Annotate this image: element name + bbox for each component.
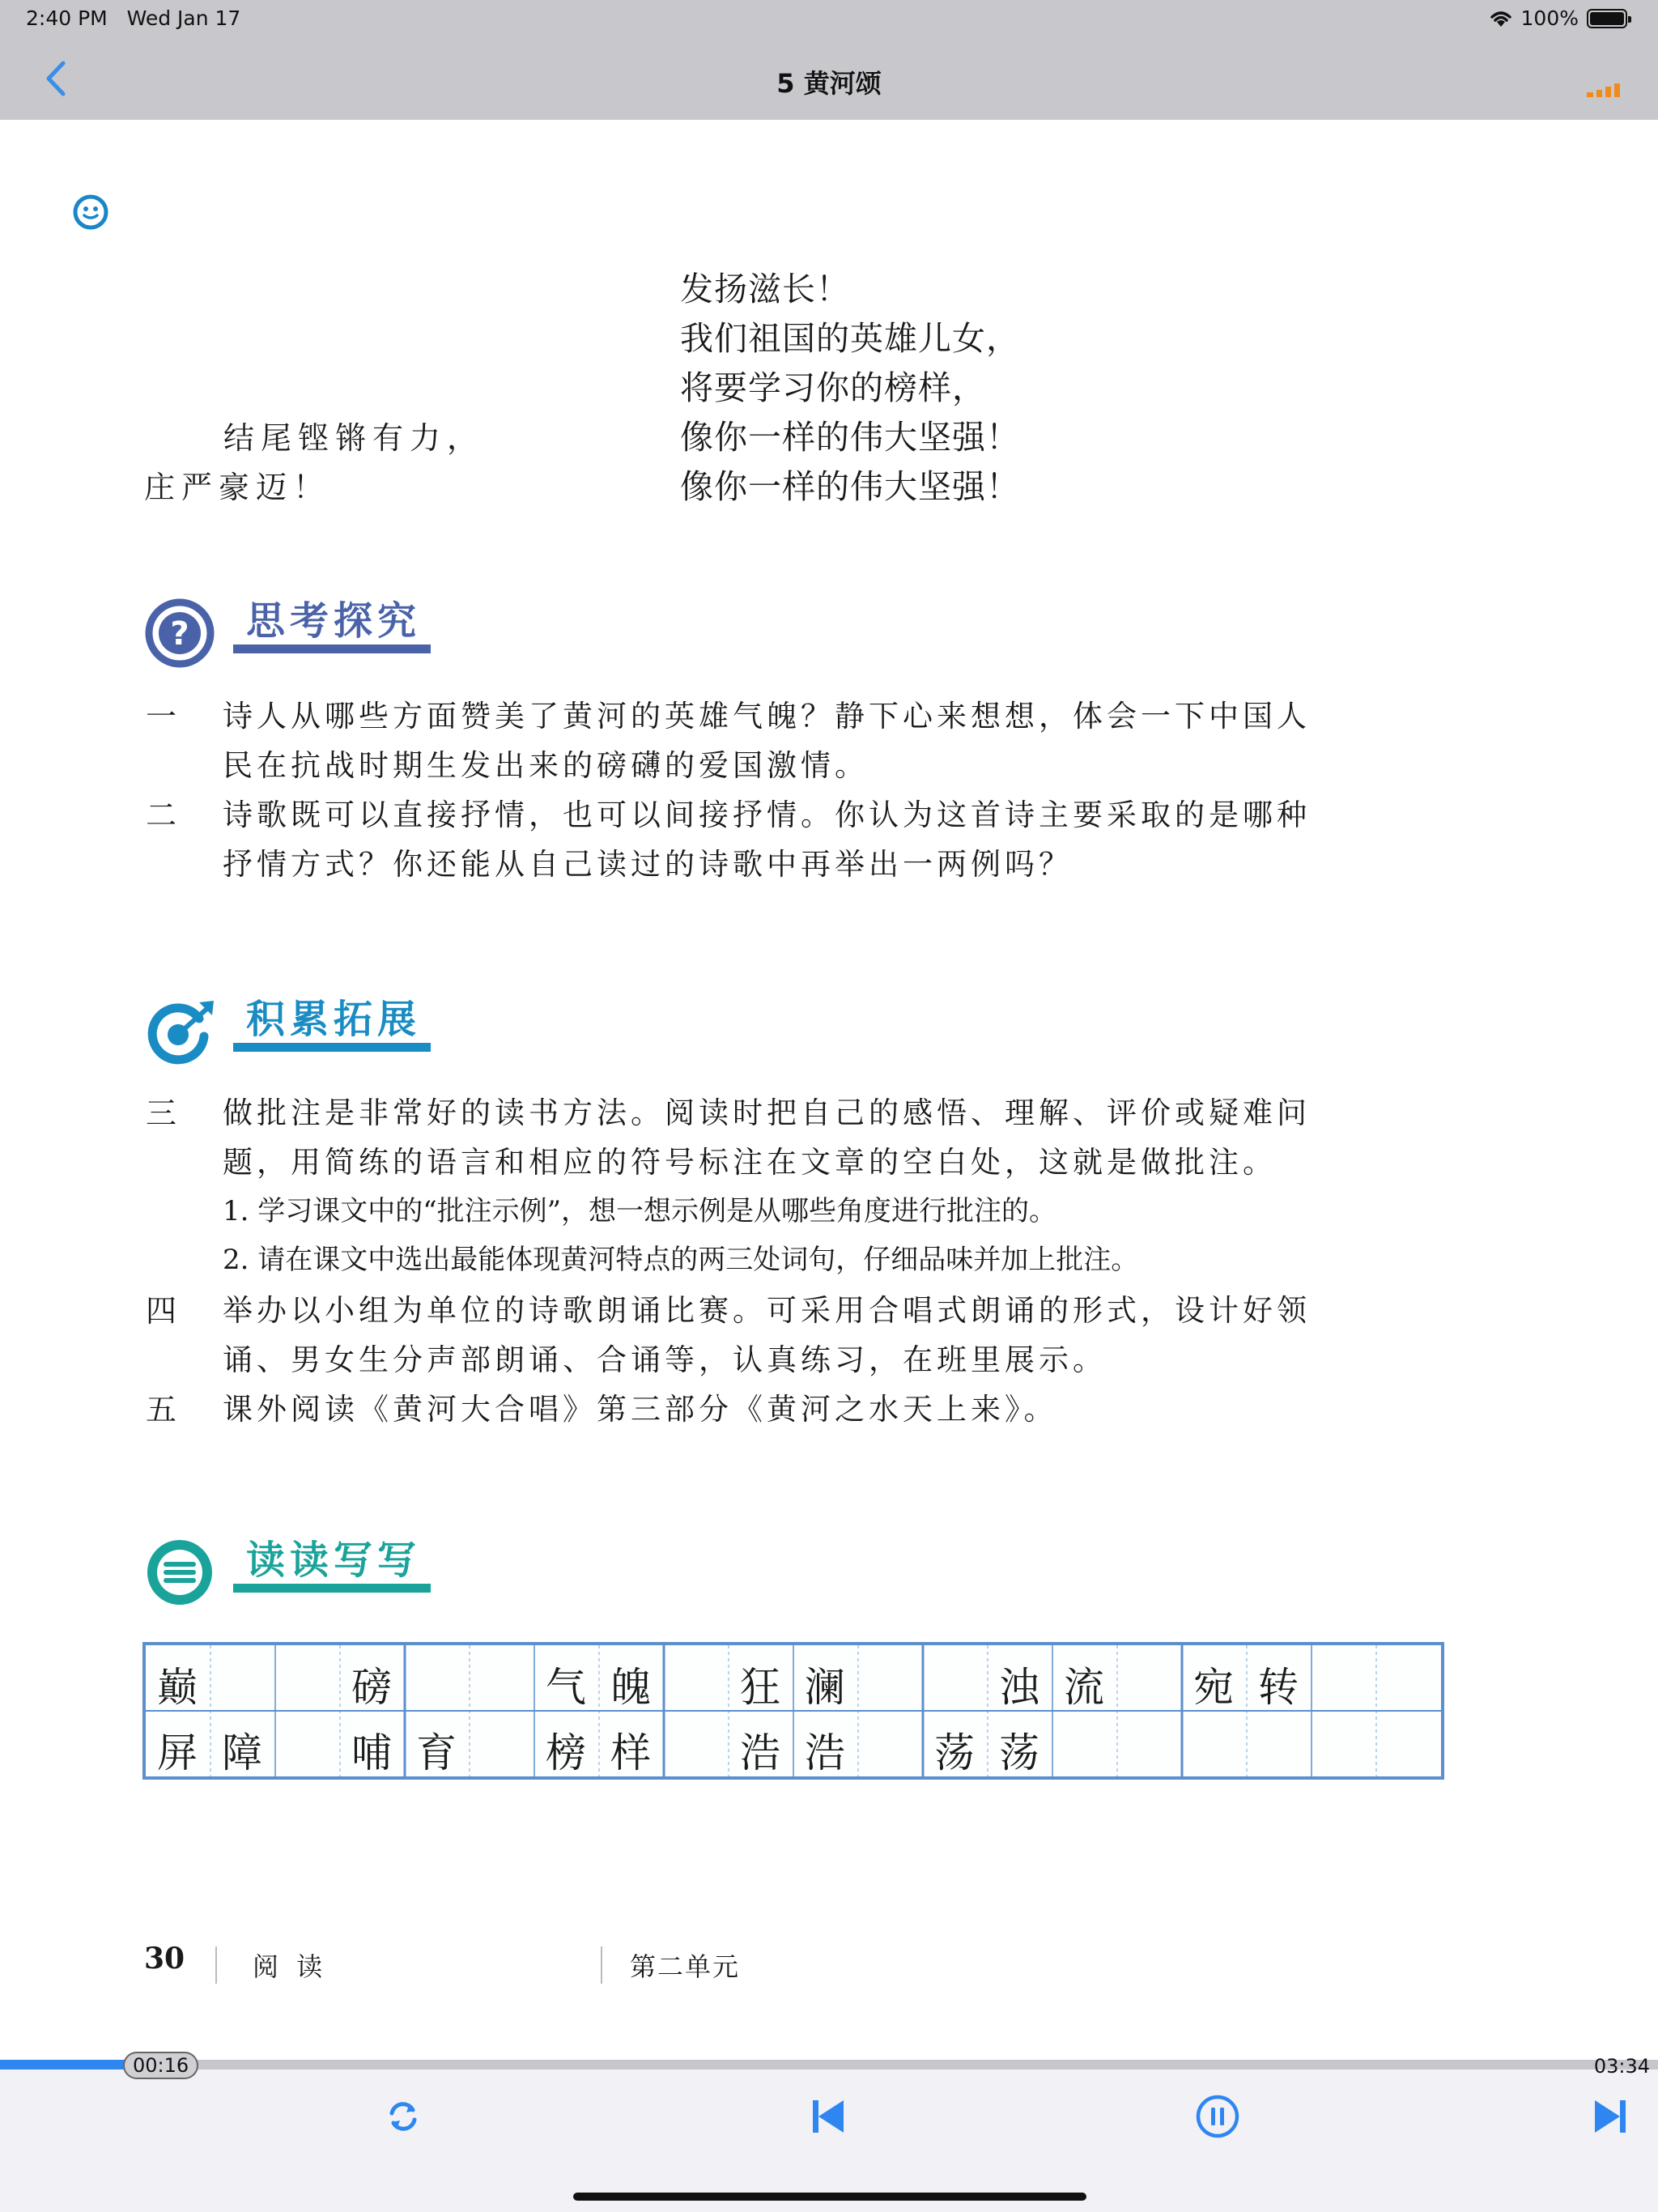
question-text: 抒情方式？你还能从自己读过的诗歌中再举出一两例吗？ [223, 847, 1073, 882]
status-date: Wed Jan 17 [126, 6, 241, 30]
vocab-character: 转 [1258, 1664, 1299, 1711]
question-mark-icon [142, 596, 217, 670]
footer-divider [215, 1946, 217, 1984]
vocab-character: 样 [610, 1729, 651, 1776]
section-underline [233, 1584, 431, 1593]
vocabulary-grid [142, 1642, 1444, 1780]
grid-lines [146, 1645, 1441, 1776]
question-text: 课外阅读《黄河大合唱》第三部分《黄河之水天上来》。 [223, 1392, 1058, 1427]
pause-icon[interactable] [1195, 2094, 1240, 2139]
question-text: 诗人从哪些方面赞美了黄河的英雄气魄？静下心来想想，体会一下中国人 [223, 699, 1311, 734]
signal-bars-icon[interactable] [1587, 81, 1626, 99]
vocab-character: 气 [546, 1664, 586, 1711]
repeat-icon[interactable] [380, 2094, 426, 2139]
top-bar [0, 0, 1658, 120]
page-title: 5 黄河颂 [776, 68, 882, 99]
poem-line: 像你一样的伟大坚强！ [680, 467, 1020, 506]
question-number: 二 [146, 798, 177, 833]
vocab-character: 障 [222, 1729, 262, 1776]
audio-player [0, 2054, 1658, 2212]
section-read-write-header [142, 1529, 483, 1626]
vocab-character: 澜 [805, 1664, 845, 1711]
question-text: 做批注是非常好的读书方法。阅读时把自己的感悟、理解、评价或疑难问 [223, 1095, 1311, 1130]
section-extend-header [142, 988, 483, 1085]
question-number: 五 [146, 1392, 177, 1427]
sub-item: 2. 请在课文中选出最能体现黄河特点的两三处词句，仔细品味并加上批注。 [223, 1244, 1139, 1276]
list-lines-icon [142, 1535, 217, 1610]
vocab-character: 流 [1064, 1664, 1104, 1711]
question-text: 举办以小组为单位的诗歌朗诵比赛。可采用合唱式朗诵的形式，设计好领 [223, 1293, 1311, 1328]
page-number: 30 [144, 1942, 185, 1976]
side-annotation: 庄严豪迈！ [144, 470, 331, 505]
question-text: 诵、男女生分声部朗诵、合诵等，认真练习，在班里展示。 [223, 1342, 1107, 1377]
vocab-character: 荡 [934, 1729, 975, 1776]
refresh-arrow-icon [142, 994, 217, 1069]
vocab-character: 浩 [805, 1729, 845, 1776]
vocab-character: 屏 [157, 1729, 198, 1776]
question-number: 三 [146, 1095, 177, 1131]
footer-unit: 第二单元 [630, 1951, 741, 1982]
vocab-character: 榜 [546, 1729, 586, 1776]
progress-track[interactable] [0, 2060, 1658, 2069]
question-text: 民在抗战时期生发出来的磅礴的爱国激情。 [223, 748, 869, 783]
status-indicators [1489, 6, 1627, 30]
battery-percent: 100% [1520, 6, 1579, 30]
footer-divider [601, 1946, 602, 1984]
side-annotation: 结尾铿锵有力， [223, 420, 485, 456]
section-underline [233, 1043, 431, 1052]
question-text: 诗歌既可以直接抒情，也可以间接抒情。你认为这首诗主要采取的是哪种 [223, 798, 1311, 832]
section-title: 积累拓展 [246, 997, 422, 1042]
vocab-character: 育 [416, 1729, 457, 1776]
progress-fill [0, 2060, 125, 2069]
vocab-character: 哺 [351, 1729, 392, 1776]
vocab-character: 浊 [999, 1664, 1039, 1711]
elapsed-time-handle[interactable]: 00:16 [123, 2052, 198, 2079]
vocab-character: 磅 [351, 1664, 392, 1711]
poem-line: 发扬滋长！ [680, 270, 850, 308]
sub-item: 1. 学习课文中的“批注示例”，想一想示例是从哪些角度进行批注的。 [223, 1195, 1057, 1227]
vocab-character: 魄 [610, 1664, 651, 1711]
question-number: 四 [146, 1293, 177, 1329]
poem-line: 我们祖国的英雄儿女， [680, 319, 1020, 358]
home-indicator[interactable] [573, 2193, 1086, 2201]
next-track-icon[interactable] [1587, 2094, 1632, 2139]
smiley-icon[interactable] [71, 193, 110, 232]
section-underline [233, 644, 431, 653]
vocab-character: 狂 [740, 1664, 780, 1711]
previous-track-icon[interactable] [806, 2094, 852, 2139]
textbook-page [0, 120, 1658, 2060]
vocab-character: 巅 [157, 1664, 198, 1711]
svg-text:?: ? [170, 615, 189, 653]
section-title: 思考探究 [246, 598, 422, 644]
wifi-icon [1489, 9, 1513, 28]
poem-line: 像你一样的伟大坚强！ [680, 418, 1020, 457]
question-text: 题，用简练的语言和相应的符号标注在文章的空白处，这就是做批注。 [223, 1145, 1277, 1180]
vocab-character: 荡 [999, 1729, 1039, 1776]
footer-category: 阅 读 [253, 1951, 328, 1982]
status-time [26, 6, 240, 30]
vocab-character: 宛 [1193, 1664, 1234, 1711]
question-number: 一 [146, 699, 177, 734]
section-think-header [142, 589, 483, 687]
section-title: 读读写写 [246, 1538, 422, 1583]
status-clock: 2:40 PM [26, 6, 108, 30]
total-time: 03:34 [1593, 2055, 1650, 2078]
battery-icon [1587, 9, 1627, 28]
poem-line: 将要学习你的榜样， [680, 368, 986, 407]
vocab-character: 浩 [740, 1729, 780, 1776]
